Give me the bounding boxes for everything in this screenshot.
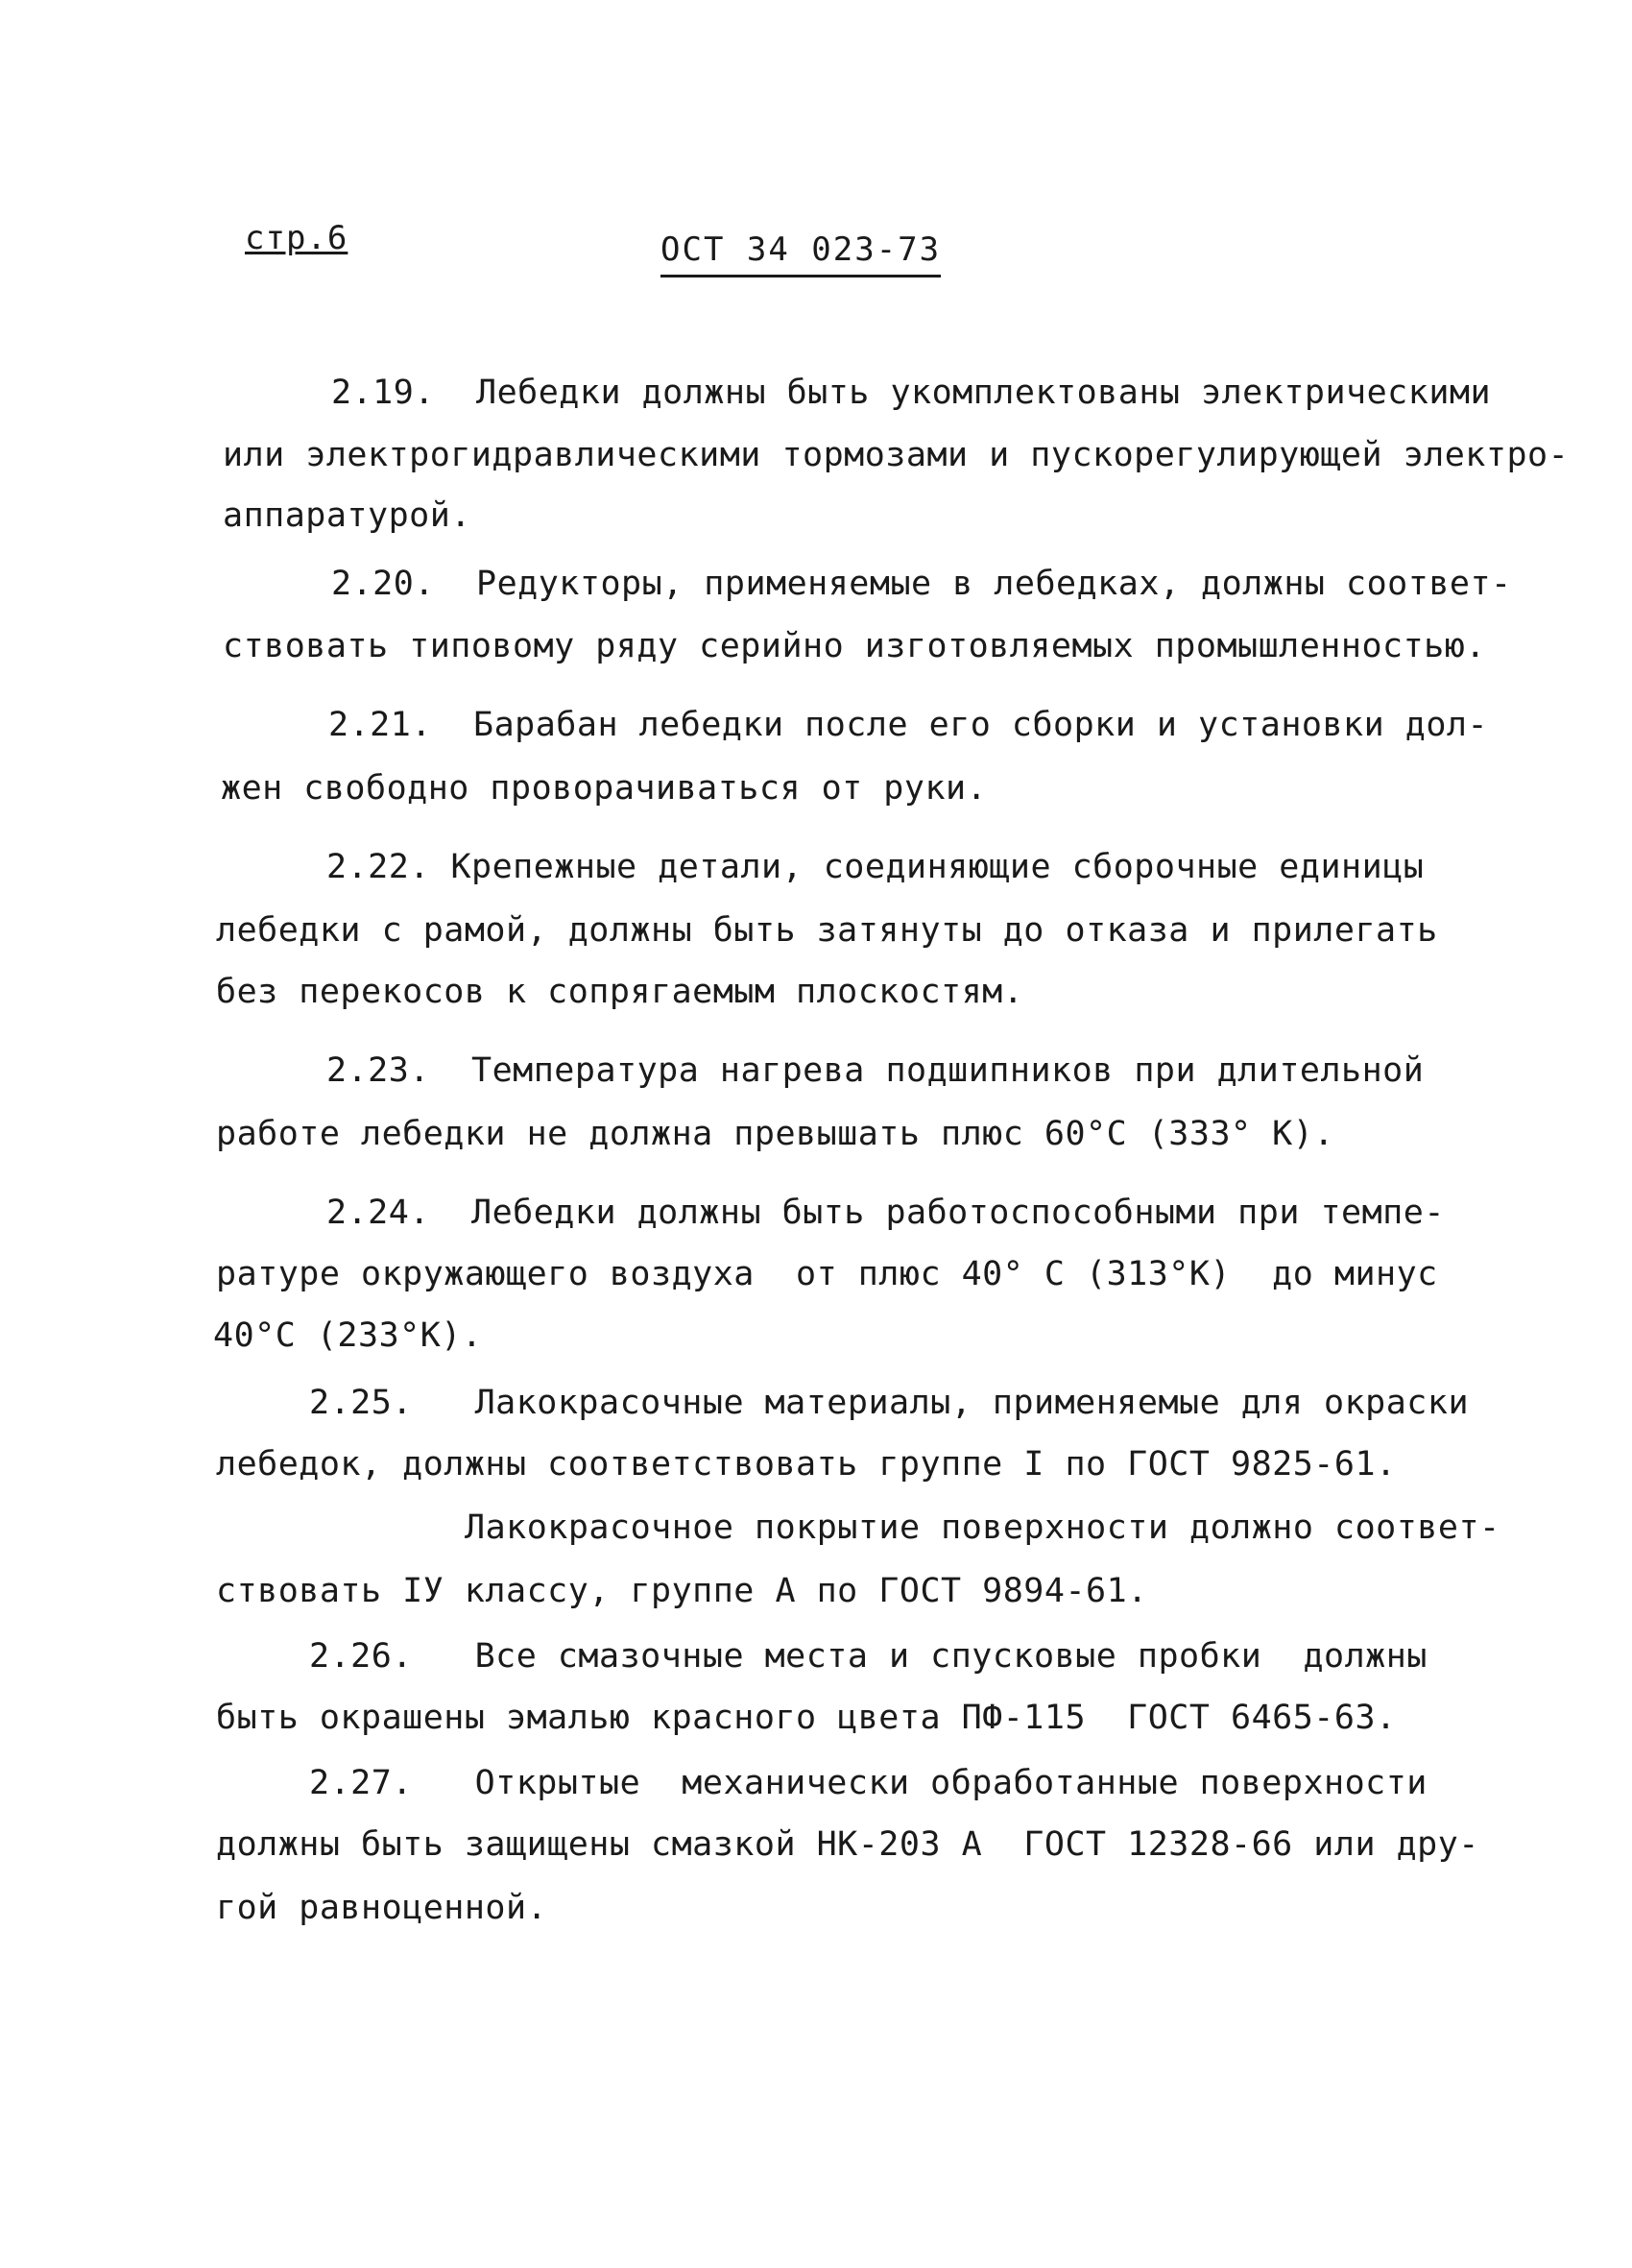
item-2-24-line-3: 40°С (233°К). xyxy=(213,1316,483,1355)
item-text: Крепежные детали, соединяющие сборочные единицы xyxy=(450,848,1425,886)
document-code: ОСТ 34 023-73 xyxy=(660,230,941,277)
item-number: 2.24. xyxy=(326,1194,430,1232)
item-2-20-line-2: ствовать типовому ряду серийно изготовляемых промышленностью. xyxy=(223,627,1486,665)
item-2-20-first-line xyxy=(331,564,1512,604)
item-2-22-first-line xyxy=(326,847,1424,887)
item-2-26-line-2: быть окрашены эмалью красного цвета ПФ-115 ГОСТ 6465-63. xyxy=(216,1699,1397,1737)
item-2-25-continuation-2: ствовать IУ классу, группе А по ГОСТ 9894-61. xyxy=(216,1572,1148,1610)
item-2-25-first-line xyxy=(309,1383,1469,1423)
item-2-26-first-line xyxy=(309,1636,1428,1677)
page-number: стр.6 xyxy=(245,219,348,257)
item-2-23-first-line xyxy=(326,1050,1424,1091)
item-2-27-line-2: должны быть защищены смазкой НК-203 А ГОСТ 12328-66 или дру- xyxy=(216,1825,1479,1864)
item-2-27-first-line xyxy=(309,1763,1428,1803)
item-2-24-first-line xyxy=(326,1193,1445,1233)
item-2-19-line-2: или электрогидравлическими тормозами и пускорегулирующей электро- xyxy=(223,436,1570,474)
item-number: 2.26. xyxy=(309,1637,413,1676)
item-2-25-line-2: лебедок, должны соответствовать группе I по ГОСТ 9825-61. xyxy=(216,1445,1397,1484)
item-text: Редукторы, применяемые в лебедках, должны соответ- xyxy=(476,565,1512,603)
item-2-22-line-3: без перекосов к сопрягаемым плоскостям. xyxy=(216,973,1024,1011)
item-2-21-line-2: жен свободно проворачиваться от руки. xyxy=(221,769,988,808)
item-number: 2.21. xyxy=(328,706,432,744)
item-text: Барабан лебедки после его сборки и установки дол- xyxy=(473,706,1489,744)
item-text: Температура нагрева подшипников при длительной xyxy=(471,1051,1425,1090)
item-text: Открытые механически обработанные поверхности xyxy=(474,1764,1428,1802)
item-2-24-line-2: ратуре окружающего воздуха от плюс 40° С (313°К) до минус xyxy=(216,1255,1438,1293)
item-number: 2.22. xyxy=(326,848,430,886)
item-text: Все смазочные места и спусковые пробки должны xyxy=(474,1637,1428,1676)
item-2-23-line-2: работе лебедки не должна превышать плюс 60°С (333° К). xyxy=(216,1115,1334,1153)
item-2-19-line-3: аппаратурой. xyxy=(223,496,471,535)
item-2-25-continuation-1: Лакокрасочное покрытие поверхности должно соответ- xyxy=(465,1508,1500,1547)
item-text: Лакокрасочные материалы, применяемые для окраски xyxy=(474,1384,1470,1422)
item-2-22-line-2: лебедки с рамой, должны быть затянуты до отказа и прилегать xyxy=(216,911,1438,950)
item-text: Лебедки должны быть работоспособными при темпе- xyxy=(471,1194,1445,1232)
item-2-21-first-line xyxy=(328,705,1488,745)
item-number: 2.27. xyxy=(309,1764,413,1802)
item-2-27-line-3: гой равноценной. xyxy=(216,1889,548,1927)
item-number: 2.19. xyxy=(331,374,435,412)
item-number: 2.25. xyxy=(309,1384,413,1422)
item-2-19-first-line xyxy=(331,373,1491,413)
item-text: Лебедки должны быть укомплектованы электрическими xyxy=(476,374,1492,412)
item-number: 2.23. xyxy=(326,1051,430,1090)
item-number: 2.20. xyxy=(331,565,435,603)
